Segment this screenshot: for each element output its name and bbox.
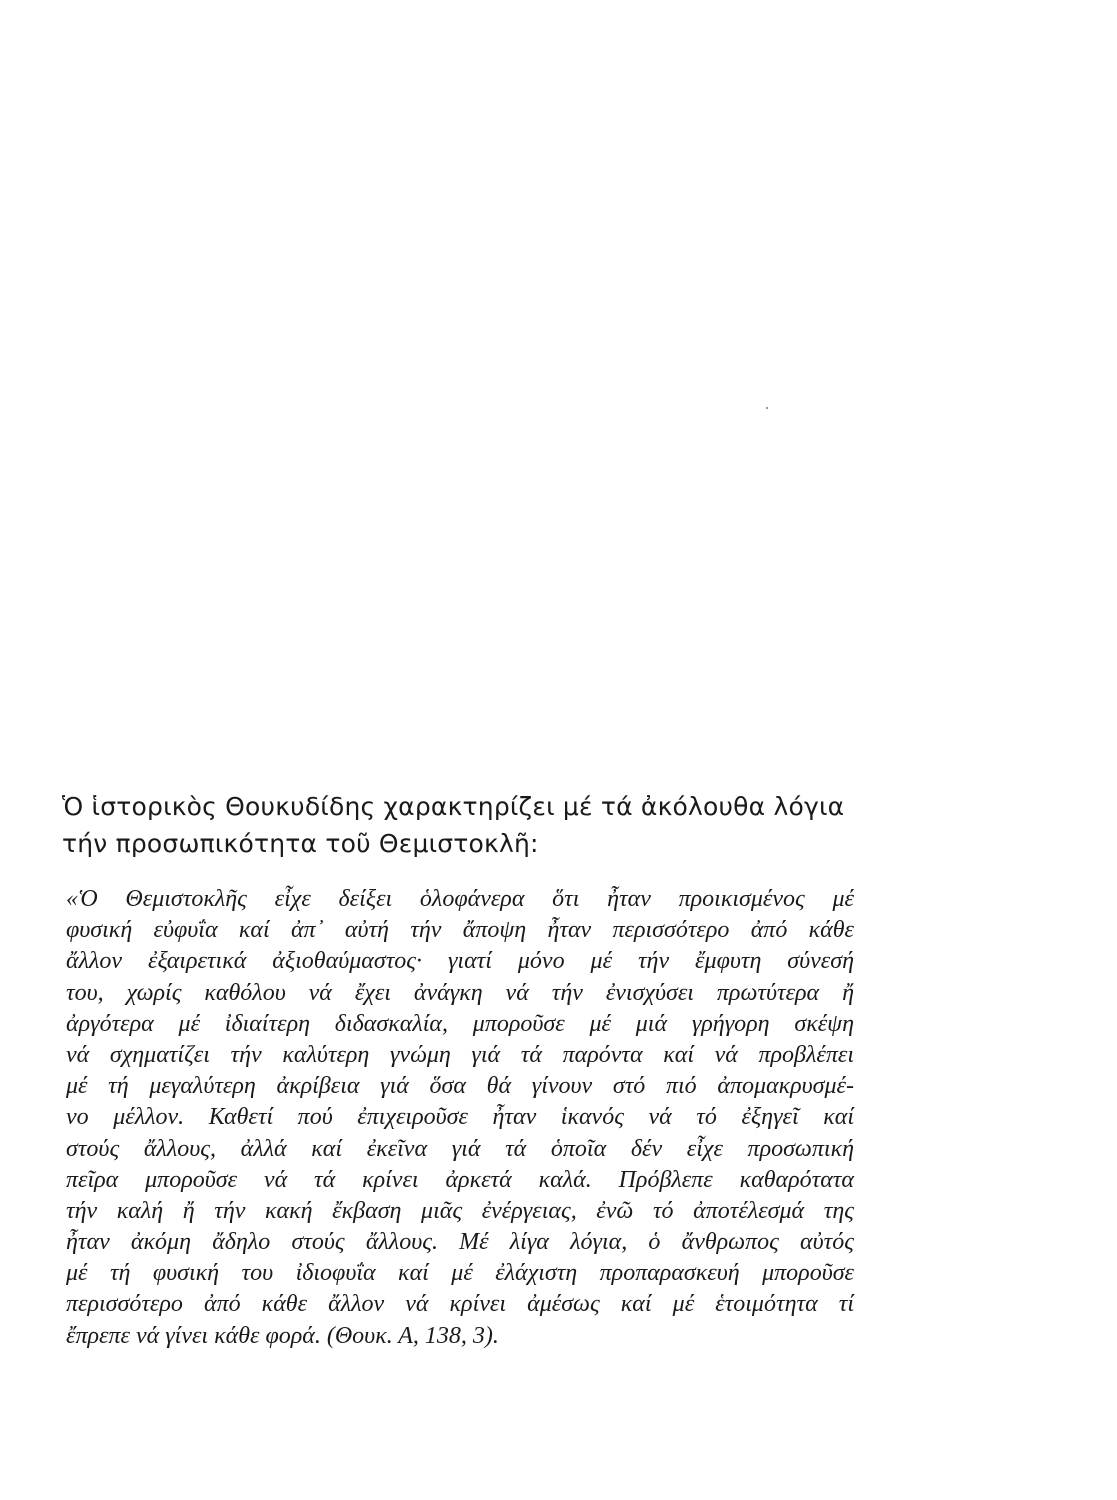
quote-line: μέ τή φυσική του ἰδιοφυΐα καί μέ ἐλάχιστη προπαρασκευή μποροῦσε — [66, 1260, 854, 1287]
quote-line: ἦταν ἀκόμη ἄδηλο στούς ἄλλους. Μέ λίγα λόγια, ὁ ἄνθρωπος αὐτός — [66, 1229, 854, 1256]
quote-line: στούς ἄλλους, ἀλλά καί ἐκεῖνα γιά τά ὁποῖα δέν εἶχε προσωπική — [66, 1135, 854, 1162]
intro-line: τήν προσωπικότητα τοῦ Θεμιστοκλῆ: — [62, 829, 539, 858]
quote-line: περισσότερο ἀπό κάθε ἄλλον νά κρίνει ἀμέσως καί μέ ἑτοιμότητα τί — [66, 1291, 854, 1318]
quote-line: φυσική εὐφυΐα καί ἀπ᾽ αὐτή τήν ἄποψη ἦταν περισσότερο ἀπό κάθε — [66, 917, 854, 944]
quote-citation-line: ἔπρεπε νά γίνει κάθε φορά. (Θουκ. Α, 138, 3). — [66, 1322, 499, 1349]
quote-line: τήν καλή ἤ τήν κακή ἔκβαση μιᾶς ἐνέργειας, ἐνῶ τό ἀποτέλεσμά της — [66, 1197, 854, 1224]
intro-line: Ὁ ἱστορικὸς Θουκυδίδης χαρακτηρίζει μέ τά ἀκόλουθα λόγια — [62, 792, 845, 821]
intro-paragraph — [62, 788, 862, 862]
quote-line: πεῖρα μποροῦσε νά τά κρίνει ἀρκετά καλά. Πρόβλεπε καθαρότατα — [66, 1166, 854, 1193]
quote-line: νά σχηματίζει τήν καλύτερη γνώμη γιά τά παρόντα καί νά προβλέπει — [66, 1041, 854, 1068]
quote-line: ἄλλον ἐξαιρετικά ἀξιοθαύμαστος· γιατί μόνο μέ τήν ἔμφυτη σύνεσή — [66, 948, 854, 975]
quote-line: του, χωρίς καθόλου νά ἔχει ἀνάγκη νά τήν ἐνισχύσει πρωτύτερα ἤ — [66, 979, 854, 1006]
quote-line: ἀργότερα μέ ἰδιαίτερη διδασκαλία, μποροῦσε μέ μιά γρήγορη σκέψη — [66, 1010, 854, 1037]
quote-line: «Ὁ Θεμιστοκλῆς εἶχε δείξει ὁλοφάνερα ὅτι ἦταν προικισμένος μέ — [66, 886, 854, 912]
quote-line: μέ τή μεγαλύτερη ἀκρίβεια γιά ὅσα θά γίνουν στό πιό ἀπομακρυσμέ- — [66, 1073, 854, 1100]
quote-block — [66, 884, 854, 1352]
scan-speck — [766, 407, 768, 409]
quote-line: νο μέλλον. Καθετί πού ἐπιχειροῦσε ἦταν ἱκανός νά τό ἐξηγεῖ καί — [66, 1104, 854, 1131]
